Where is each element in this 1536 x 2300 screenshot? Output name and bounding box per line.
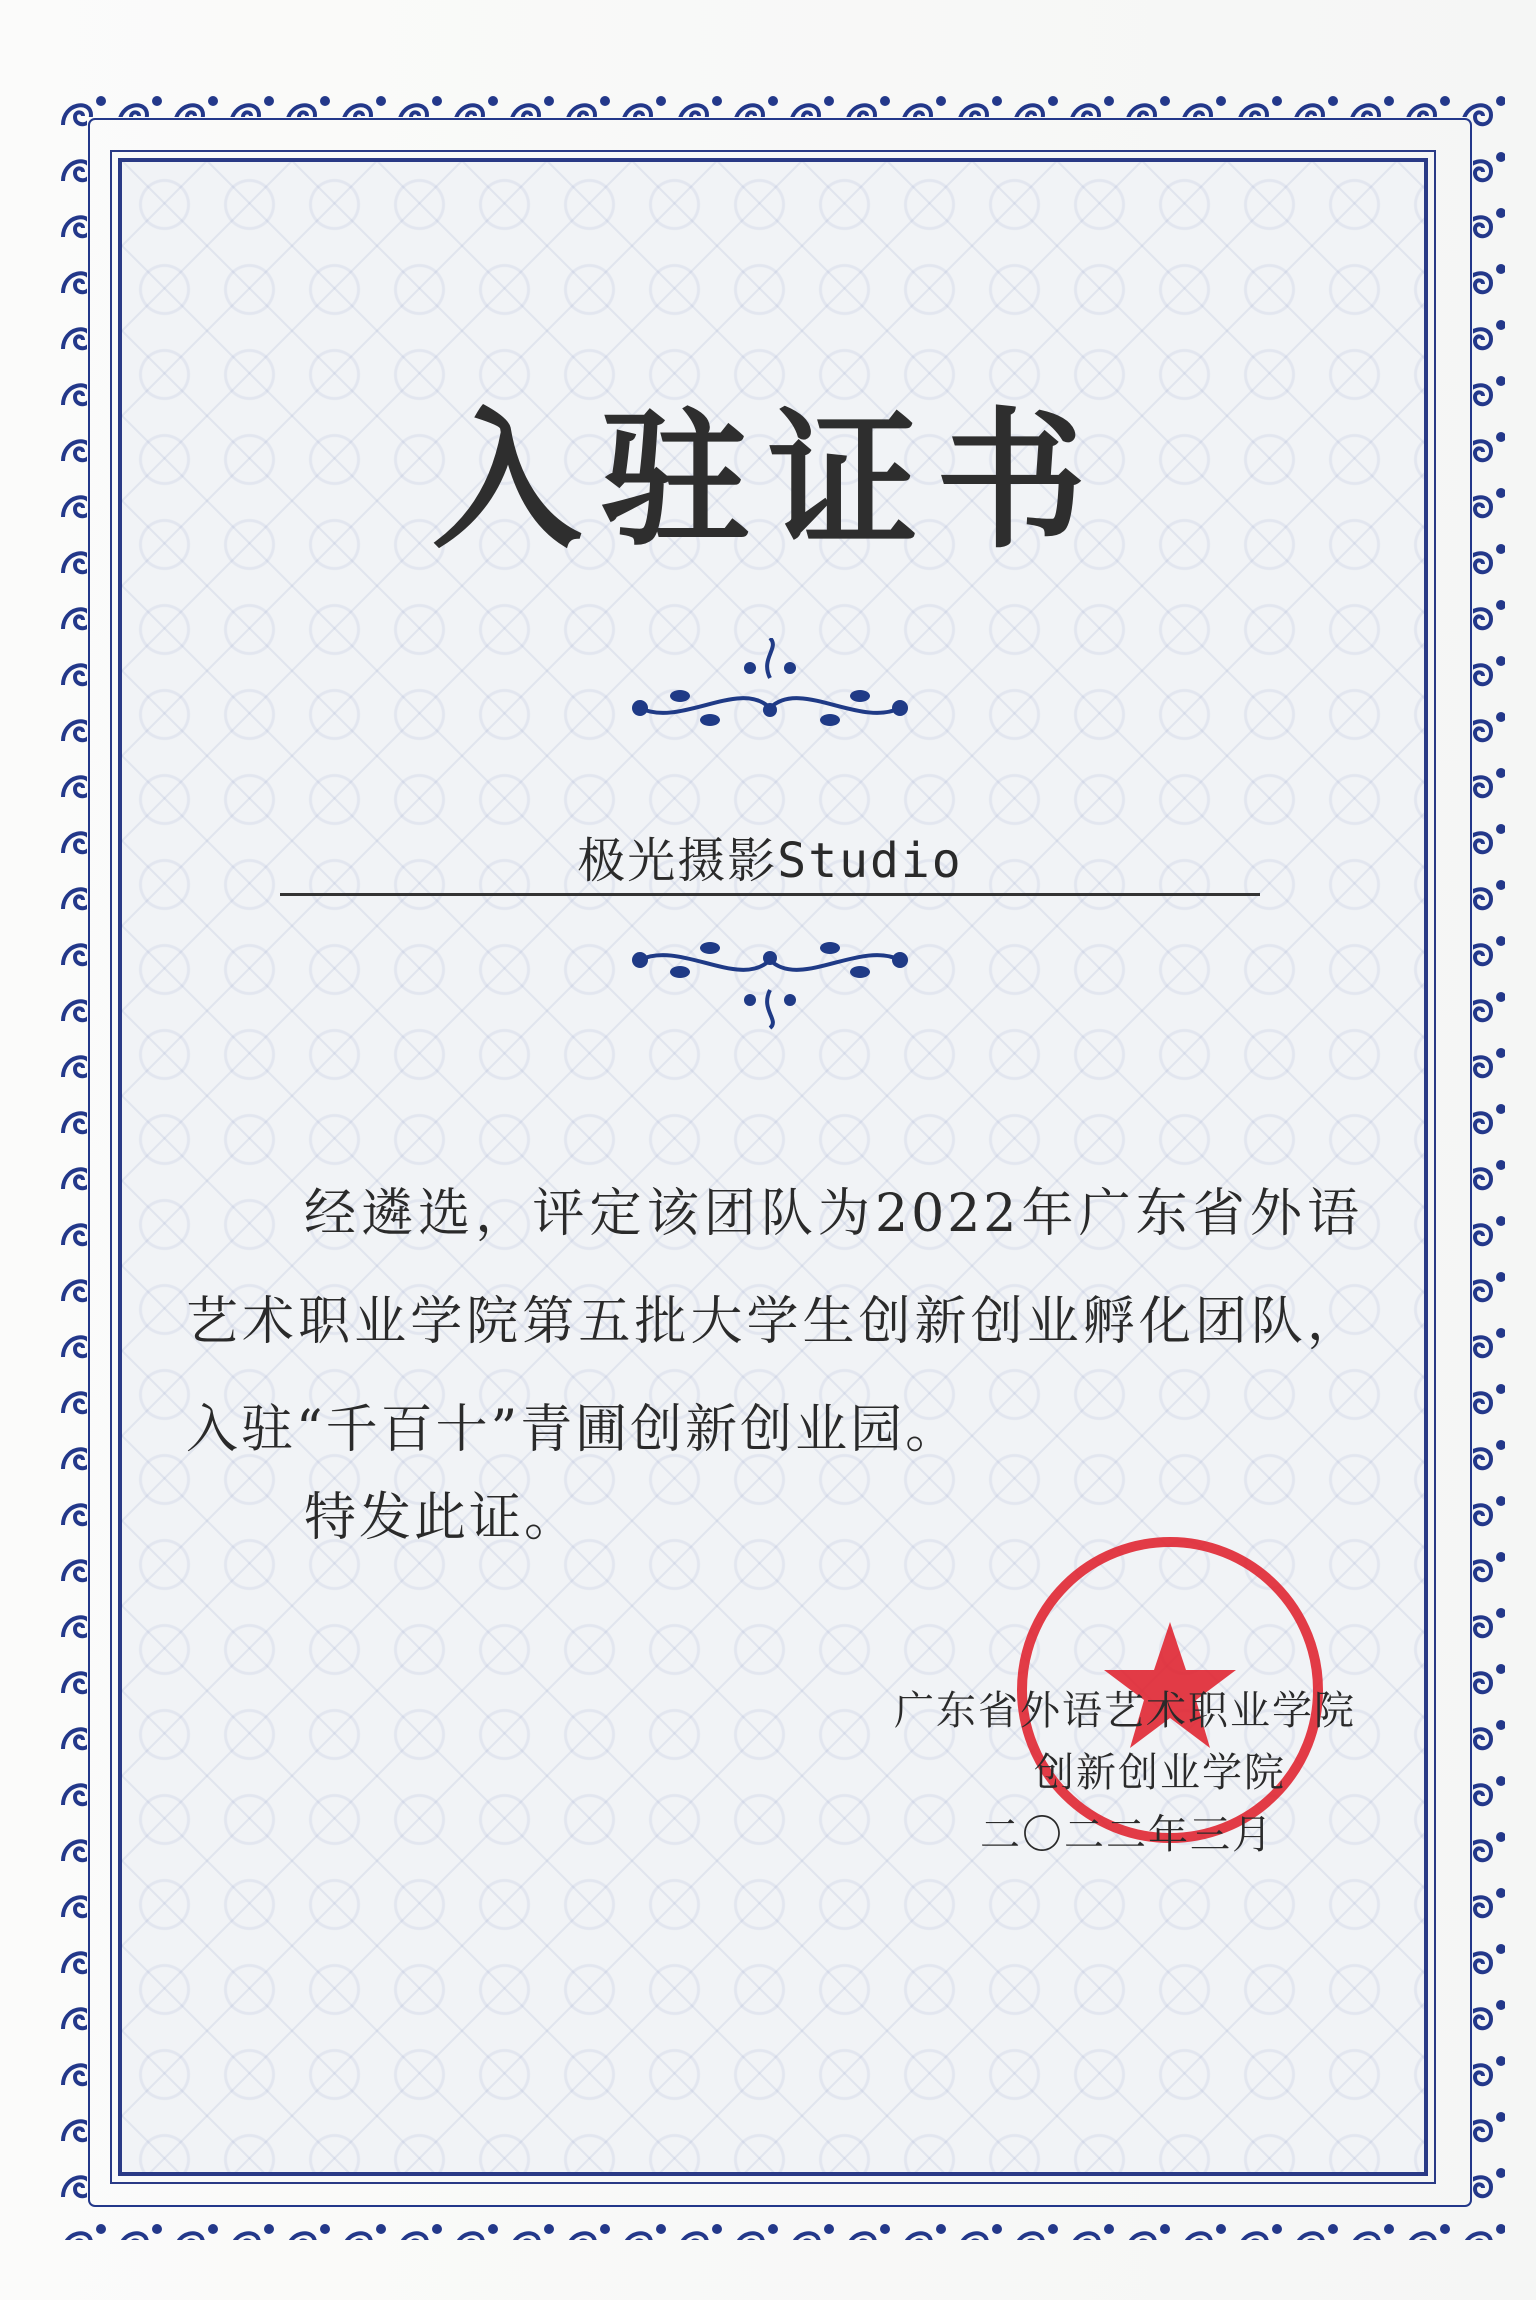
issuer-department: 创新创业学院 bbox=[1034, 1750, 1286, 1796]
team-name-underline bbox=[280, 893, 1260, 896]
certificate-closing: 特发此证。 bbox=[304, 1488, 580, 1548]
floral-ornament-icon bbox=[620, 638, 920, 748]
certificate-title: 入驻证书 bbox=[431, 395, 1104, 569]
floral-ornament-icon bbox=[620, 920, 920, 1030]
issue-date: 二〇二二年三月 bbox=[980, 1812, 1274, 1858]
certificate-body: 经遴选，评定该团队为2022年广东省外语艺术职业学院第五批大学生创新创业孵化团队，入驻“千百十”青圃创新创业园。 bbox=[186, 1184, 1362, 1460]
team-name: 极光摄影Studio bbox=[577, 833, 963, 889]
issuer-name: 广东省外语艺术职业学院 bbox=[894, 1688, 1356, 1734]
issuer-block bbox=[894, 1680, 1356, 1866]
